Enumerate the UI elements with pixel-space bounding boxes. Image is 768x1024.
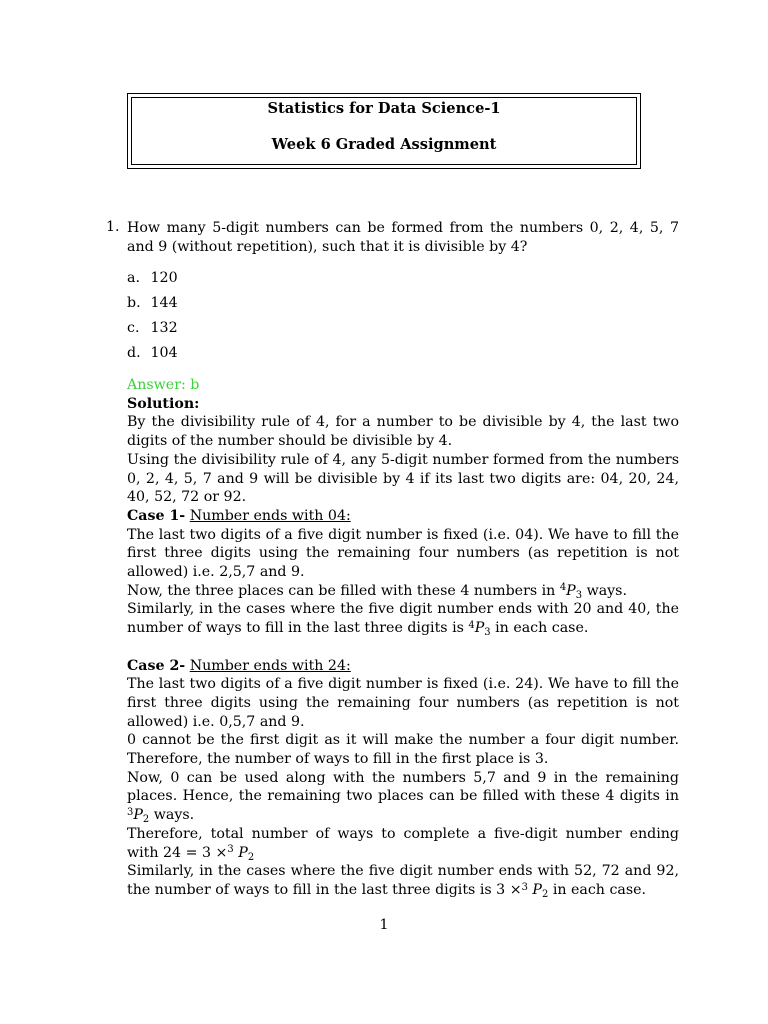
solution-paragraph-1: By the divisibility rule of 4, for a number to be divisible by 4, the last two digits of the number should be divisible by 4. [127, 414, 679, 450]
title-box [127, 93, 641, 169]
case-2-heading [127, 657, 679, 676]
case-2-paragraph-3: Now, 0 can be used along with the numbers 5,7 and 9 in the remaining places. Hence, the remaining two places can be filled with these 4 digits in $^3P_2$ ways. [127, 769, 679, 826]
option-b [127, 295, 178, 311]
option-label: c. [127, 320, 140, 336]
title-inner-frame [131, 97, 637, 165]
option-a [127, 270, 178, 286]
option-value: 132 [150, 320, 178, 336]
case-1-title: Number ends with 04: [189, 507, 351, 524]
case-2-paragraph-2: 0 cannot be the first digit as it will make the number a four digit number. Therefore, the number of ways to fill in the first place is 3. [127, 732, 679, 768]
option-label: d. [127, 345, 141, 361]
assignment-title: Week 6 Graded Assignment [271, 136, 497, 153]
case-1-paragraph-2: Now, the three places can be filled with these 4 numbers in $^4P_3$ ways. [127, 582, 627, 601]
case-1-heading [127, 507, 679, 526]
solution-paragraph-2: Using the divisibility rule of 4, any 5-digit number formed from the numbers 0, 2, 4, 5, 7 and 9 will be divisible by 4 if its last two digits are: 04, 20, 24, 40, 52, 72 or 92. [127, 451, 679, 506]
spacer [127, 638, 679, 657]
case-2-paragraph-5: Similarly, in the cases where the five digit number ends with 52, 72 and 92, the number of ways to fill in the last three digits is 3 ×$^3$ $P_2$ in each case. [127, 863, 679, 900]
solution-heading: Solution: [127, 395, 200, 412]
case-1-label: Case 1- [127, 507, 186, 524]
course-title: Statistics for Data Science-1 [267, 100, 501, 117]
question-number: 1. [106, 219, 120, 235]
option-value: 120 [150, 270, 178, 286]
page-number: 1 [379, 917, 389, 933]
solution-body [127, 376, 679, 900]
case-2-paragraph-1: The last two digits of a five digit number is fixed (i.e. 24). We have to fill the first three digits using the remaining four numbers (as repetition is not allowed) i.e. 0,5,7 and 9. [127, 676, 679, 730]
option-label: b. [127, 295, 141, 311]
option-c [127, 320, 178, 336]
case-2-title: Number ends with 24: [189, 657, 351, 674]
case-2-paragraph-4: Therefore, total number of ways to complete a five-digit number ending with 24 = 3 ×$^3$ $P_2$ [127, 825, 679, 863]
case-1-paragraph-1: The last two digits of a five digit number is fixed (i.e. 04). We have to fill the first three digits using the remaining four numbers (as repetition is not allowed) i.e. 2,5,7 and 9. [127, 526, 679, 581]
answer-line: Answer: b [127, 377, 200, 393]
option-d [127, 345, 178, 361]
option-value: 104 [150, 345, 178, 361]
case-2-label: Case 2- [127, 657, 186, 674]
case-1-paragraph-3: Similarly, in the cases where the five digit number ends with 20 and 40, the number of ways to fill in the last three digits is $^4P_3$ in each case. [127, 601, 679, 639]
option-label: a. [127, 270, 140, 286]
option-value: 144 [150, 295, 178, 311]
question-text: How many 5-digit numbers can be formed from the numbers 0, 2, 4, 5, 7 and 9 (without repetition), such that it is divisible by 4? [127, 220, 679, 255]
